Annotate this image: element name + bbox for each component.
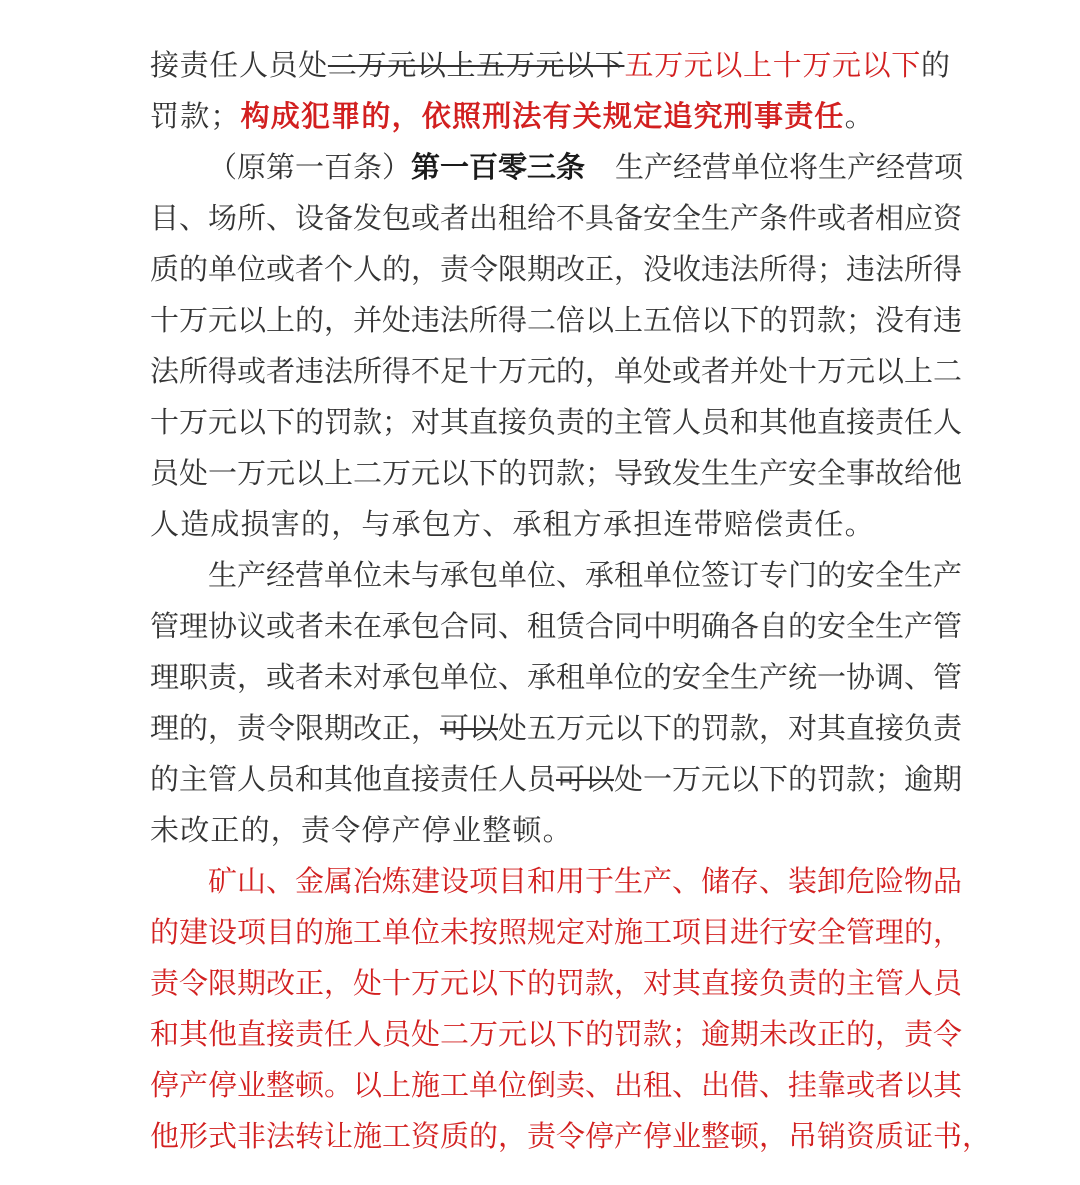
deleted-text: 可以 — [556, 762, 615, 796]
article-number: 第一百零三条 — [411, 150, 586, 184]
text-run: 处一万元以下的罚款；逾期 — [614, 762, 963, 796]
text-run: 。 — [844, 99, 875, 133]
added-text: 构成犯罪的，依照刑法有关规定追究刑事责任 — [240, 99, 845, 133]
para2-line2: 目、场所、设备发包或者出租给不具备安全生产条件或者相应资 — [150, 201, 963, 235]
para3-line3: 理职责，或者未对承包单位、承租单位的安全生产统一协调、管 — [150, 660, 963, 694]
para2-line8: 人造成损害的，与承包方、承租方承担连带赔偿责任。 — [150, 507, 875, 541]
para4-line3: 责令限期改正，处十万元以下的罚款，对其直接负责的主管人员 — [150, 966, 963, 1000]
text-run: 的主管人员和其他直接责任人员 — [150, 762, 557, 796]
para2-line6: 十万元以下的罚款；对其直接负责的主管人员和其他直接责任人 — [150, 405, 963, 439]
para2-line5: 法所得或者违法所得不足十万元的，单处或者并处十万元以上二 — [150, 354, 963, 388]
para1-line1 — [150, 45, 950, 85]
para3-line1: 生产经营单位未与承包单位、承租单位签订专门的安全生产 — [208, 558, 963, 592]
para2-line4: 十万元以上的，并处违法所得二倍以上五倍以下的罚款；没有违 — [150, 303, 963, 337]
para4-line4: 和其他直接责任人员处二万元以下的罚款；逾期未改正的，责令 — [150, 1017, 963, 1051]
text-run: 的 — [920, 48, 950, 82]
text-run: 接责任人员处 — [150, 48, 328, 82]
text-run: 理的，责令限期改正， — [150, 711, 441, 745]
para2-line3: 质的单位或者个人的，责令限期改正，没收违法所得；违法所得 — [150, 252, 963, 286]
para3-line2: 管理协议或者未在承包合同、租赁合同中明确各自的安全生产管 — [150, 609, 963, 643]
original-article-ref: （原第一百条） — [208, 150, 412, 184]
added-text: 五万元以上十万元以下 — [624, 48, 921, 82]
text-run: 生产经营单位将生产经营项 — [615, 150, 964, 184]
para3-line4 — [150, 708, 963, 748]
para4-line6: 他形式非法转让施工资质的，责令停产停业整顿，吊销资质证书， — [150, 1119, 992, 1153]
para3-line6: 未改正的，责令停产停业整顿。 — [150, 813, 573, 847]
deleted-text: 二万元以上五万元以下 — [327, 48, 625, 82]
text-run: 罚款； — [150, 99, 241, 133]
para2-line7: 员处一万元以上二万元以下的罚款；导致发生生产安全事故给他 — [150, 456, 963, 490]
para4-line5: 停产停业整顿。以上施工单位倒卖、出租、出借、挂靠或者以其 — [150, 1068, 963, 1102]
para2-line1 — [208, 147, 964, 187]
para4-line2: 的建设项目的施工单位未按照规定对施工项目进行安全管理的， — [150, 915, 963, 949]
para3-line5 — [150, 759, 963, 799]
text-run: 处五万元以下的罚款，对其直接负责 — [498, 711, 963, 745]
deleted-text: 可以 — [440, 711, 499, 745]
para1-line2 — [150, 96, 950, 136]
para4-line1: 矿山、金属冶炼建设项目和用于生产、储存、装卸危险物品 — [208, 864, 963, 898]
